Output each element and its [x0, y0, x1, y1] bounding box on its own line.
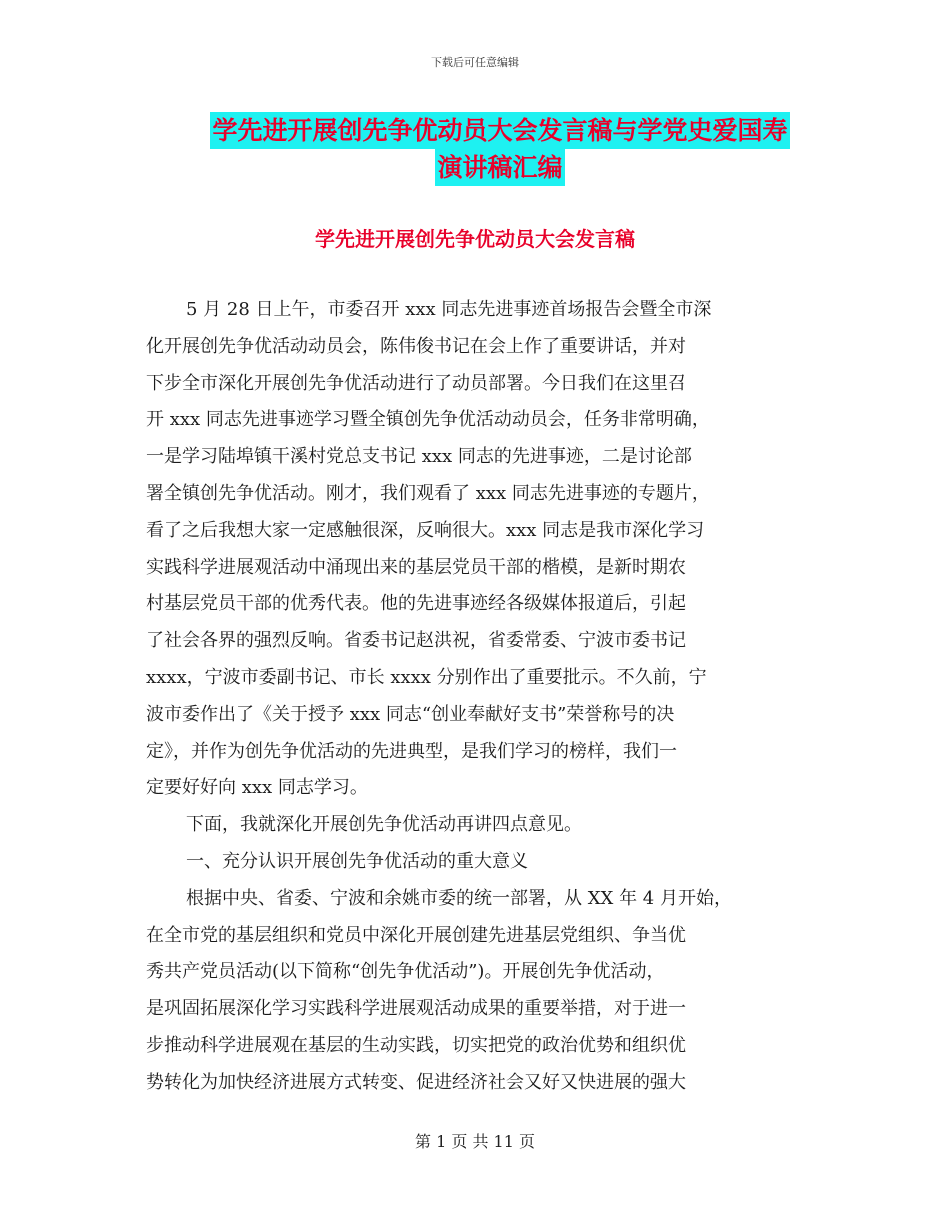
- paragraph-line: 了社会各界的强烈反响。省委书记赵洪祝，省委常委、宁波市委书记: [146, 630, 686, 652]
- paragraph-line: 步推动科学进展观在基层的生动实践，切实把党的政治优势和组织优: [146, 1034, 686, 1056]
- page-footer: 第 1 页 共 11 页: [415, 1132, 535, 1151]
- paragraph-line: 波市委作出了《关于授予 xxx 同志“创业奉献好支书”荣誉称号的决: [146, 703, 675, 725]
- paragraph-line: 势转化为加快经济进展方式转变、促进经济社会又好又快进展的强大: [146, 1071, 686, 1093]
- paragraph-line: 开 xxx 同志先进事迹学习暨全镇创先争优活动动员会，任务非常明确，: [146, 409, 710, 431]
- section-heading-line: 一、充分认识开展创先争优活动的重大意义: [186, 850, 528, 872]
- paragraph-line: 是巩固拓展深化学习实践科学进展观活动成果的重要举措，对于进一: [146, 998, 686, 1020]
- paragraph-line: 实践科学进展观活动中涌现出来的基层党员干部的楷模，是新时期农: [146, 556, 686, 578]
- paragraph-line: 看了之后我想大家一定感触很深，反响很大。xxx 同志是我市深化学习: [146, 519, 705, 541]
- paragraph-line: 化开展创先争优活动动员会，陈伟俊书记在会上作了重要讲话，并对: [146, 335, 686, 357]
- paragraph-line: 署全镇创先争优活动。刚才，我们观看了 xxx 同志先进事迹的专题片，: [146, 482, 710, 504]
- paragraph-line: 村基层党员干部的优秀代表。他的先进事迹经各级媒体报道后，引起: [146, 593, 686, 615]
- page-header-note: 下载后可任意编辑: [431, 56, 519, 69]
- paragraph-line: 秀共产党员活动(以下简称“创先争优活动”)。开展创先争优活动，: [146, 961, 665, 983]
- paragraph-line: 根据中央、省委、宁波和余姚市委的统一部署，从 XX 年 4 月开始，: [186, 887, 732, 909]
- paragraph-line: 定》，并作为创先争优活动的先进典型，是我们学习的榜样，我们一: [146, 740, 677, 762]
- body-text: [146, 292, 806, 1102]
- paragraph-line: 在全市党的基层组织和党员中深化开展创建先进基层党组织、争当优: [146, 924, 686, 946]
- document-title-line-1: 学先进开展创先争优动员大会发言稿与学党史爱国寿: [210, 112, 789, 149]
- section-title: 学先进开展创先争优动员大会发言稿: [315, 227, 635, 251]
- paragraph-line: 5 月 28 日上午，市委召开 xxx 同志先进事迹首场报告会暨全市深: [186, 299, 712, 320]
- paragraph-line: 下面，我就深化开展创先争优活动再讲四点意见。: [186, 814, 582, 836]
- paragraph-line: 下步全市深化开展创先争优活动进行了动员部署。今日我们在这里召: [146, 372, 686, 394]
- paragraph-line: xxxx，宁波市委副书记、市长 xxxx 分别作出了重要批示。不久前，宁: [146, 666, 707, 688]
- document-title-line-2: 演讲稿汇编: [435, 149, 564, 186]
- paragraph-line: 定要好好向 xxx 同志学习。: [146, 777, 368, 799]
- document-title: [190, 112, 810, 186]
- paragraph-line: 一是学习陆埠镇干溪村党总支书记 xxx 同志的先进事迹，二是讨论部: [146, 446, 692, 468]
